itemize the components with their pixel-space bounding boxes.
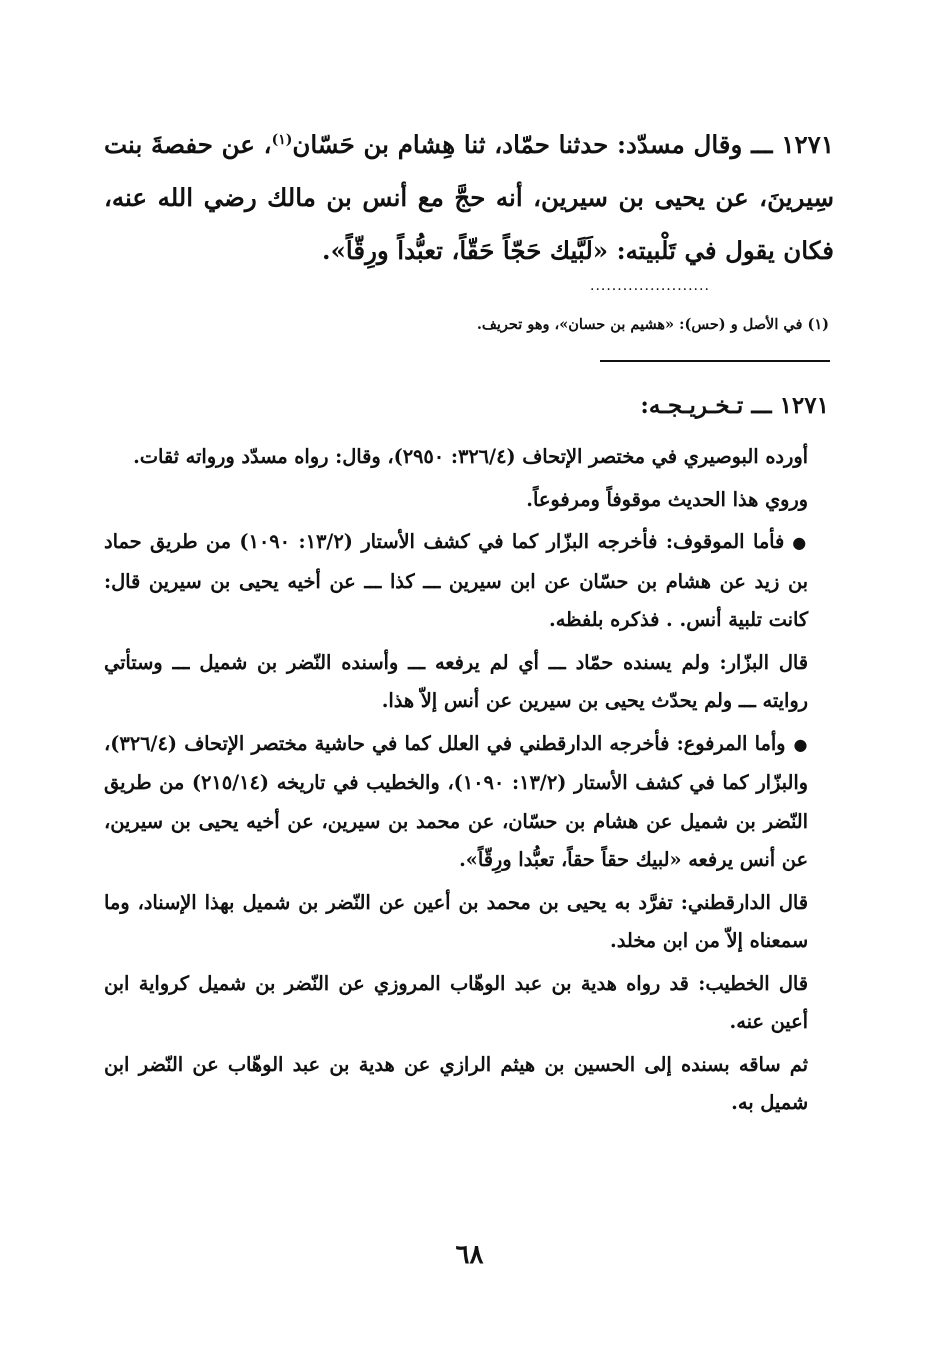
hadith-text-part1: ـــ وقال مسدّد: حدثنا حمّاد، ثنا هِشام بن حَسّان — [292, 130, 773, 159]
takhrij-paragraph: ●وأما المرفوع: فأخرجه الدارقطني في العلل كما في حاشية مختصر الإتحاف (٣٢٦/٤)، والبزّار كما في كشف الأستار (١٣/٢: ١٠٩٠)، والخطيب في تاريخه (٢١٥/١٤) من طريق النّضر بن شميل عن هشام بن حسّان، عن محمد بن سيرين، عن أخيه يحيى بن سيرين، عن أنس يرفعه «لبيك حقاً حقاً، تعبُّدا ورِقّاً». — [104, 731, 808, 871]
hadith-text-part2: ، عن حفصةَ بنت سِيرينَ، عن يحيى بن سيرين، أنه حجَّ مع أنس بن مالك رضي الله عنه، فكان يقول في تَلْبيته: «لَبَّيك حَجّاً حَقّاً، تعبُّداً ورِقّاً». — [104, 130, 834, 265]
takhrij-paragraph: قال الدارقطني: تفرَّد به يحيى بن محمد بن أعين عن النّضر بن شميل بهذا الإسناد، وما سمعناه إلاّ من ابن مخلد. — [104, 890, 808, 952]
dotted-separator: ...................... — [590, 278, 710, 294]
hadith-number: ١٢٧١ — [781, 130, 834, 159]
bullet-icon: ● — [792, 533, 808, 552]
section-divider — [600, 360, 830, 362]
footnote-ref[interactable]: (١) — [271, 131, 293, 148]
takhrij-paragraph: قال البزّار: ولم يسنده حمّاد ـــ أي لم يرفعه ـــ وأسنده النّضر بن شميل ـــ وستأتي روايته ـــ ولم يحدّث يحيى بن سيرين عن أنس إلاّ هذا. — [104, 650, 808, 712]
takhrij-paragraph: ●فأما الموقوف: فأخرجه البزّار كما في كشف الأستار (١٣/٢: ١٠٩٠) من طريق حماد بن زيد عن هشام بن حسّان عن ابن سيرين ـــ كذا ـــ عن أخيه يحيى بن سيرين قال: كانت تلبية أنس. . فذكره بلفظه. — [104, 530, 808, 631]
footnote: (١) في الأصل و (حس): «هشيم بن حسان»، وهو تحريف. — [476, 316, 829, 333]
hadith-text — [104, 118, 834, 277]
takhrij-heading: ١٢٧١ ـــ تـخـريـجـه: — [640, 392, 829, 419]
takhrij-paragraph: وروي هذا الحديث موقوفاً ومرفوعاً. — [526, 487, 808, 511]
takhrij-body — [104, 438, 834, 1127]
takhrij-paragraph: قال الخطيب: قد رواه هدية بن عبد الوهّاب المروزي عن النّضر بن شميل كرواية ابن أعين عنه. — [104, 971, 808, 1033]
takhrij-paragraph: أورده البوصيري في مختصر الإتحاف (٣٢٦/٤: ٢٩٥٠)، وقال: رواه مسدّد ورواته ثقات. — [133, 445, 808, 468]
takhrij-paragraph: ثم ساقه بسنده إلى الحسين بن هيثم الرازي عن هدية بن عبد الوهّاب عن النّضر ابن شميل به. — [104, 1052, 808, 1114]
bullet-icon: ● — [793, 734, 808, 754]
page-number: ٦٨ — [455, 1240, 484, 1270]
